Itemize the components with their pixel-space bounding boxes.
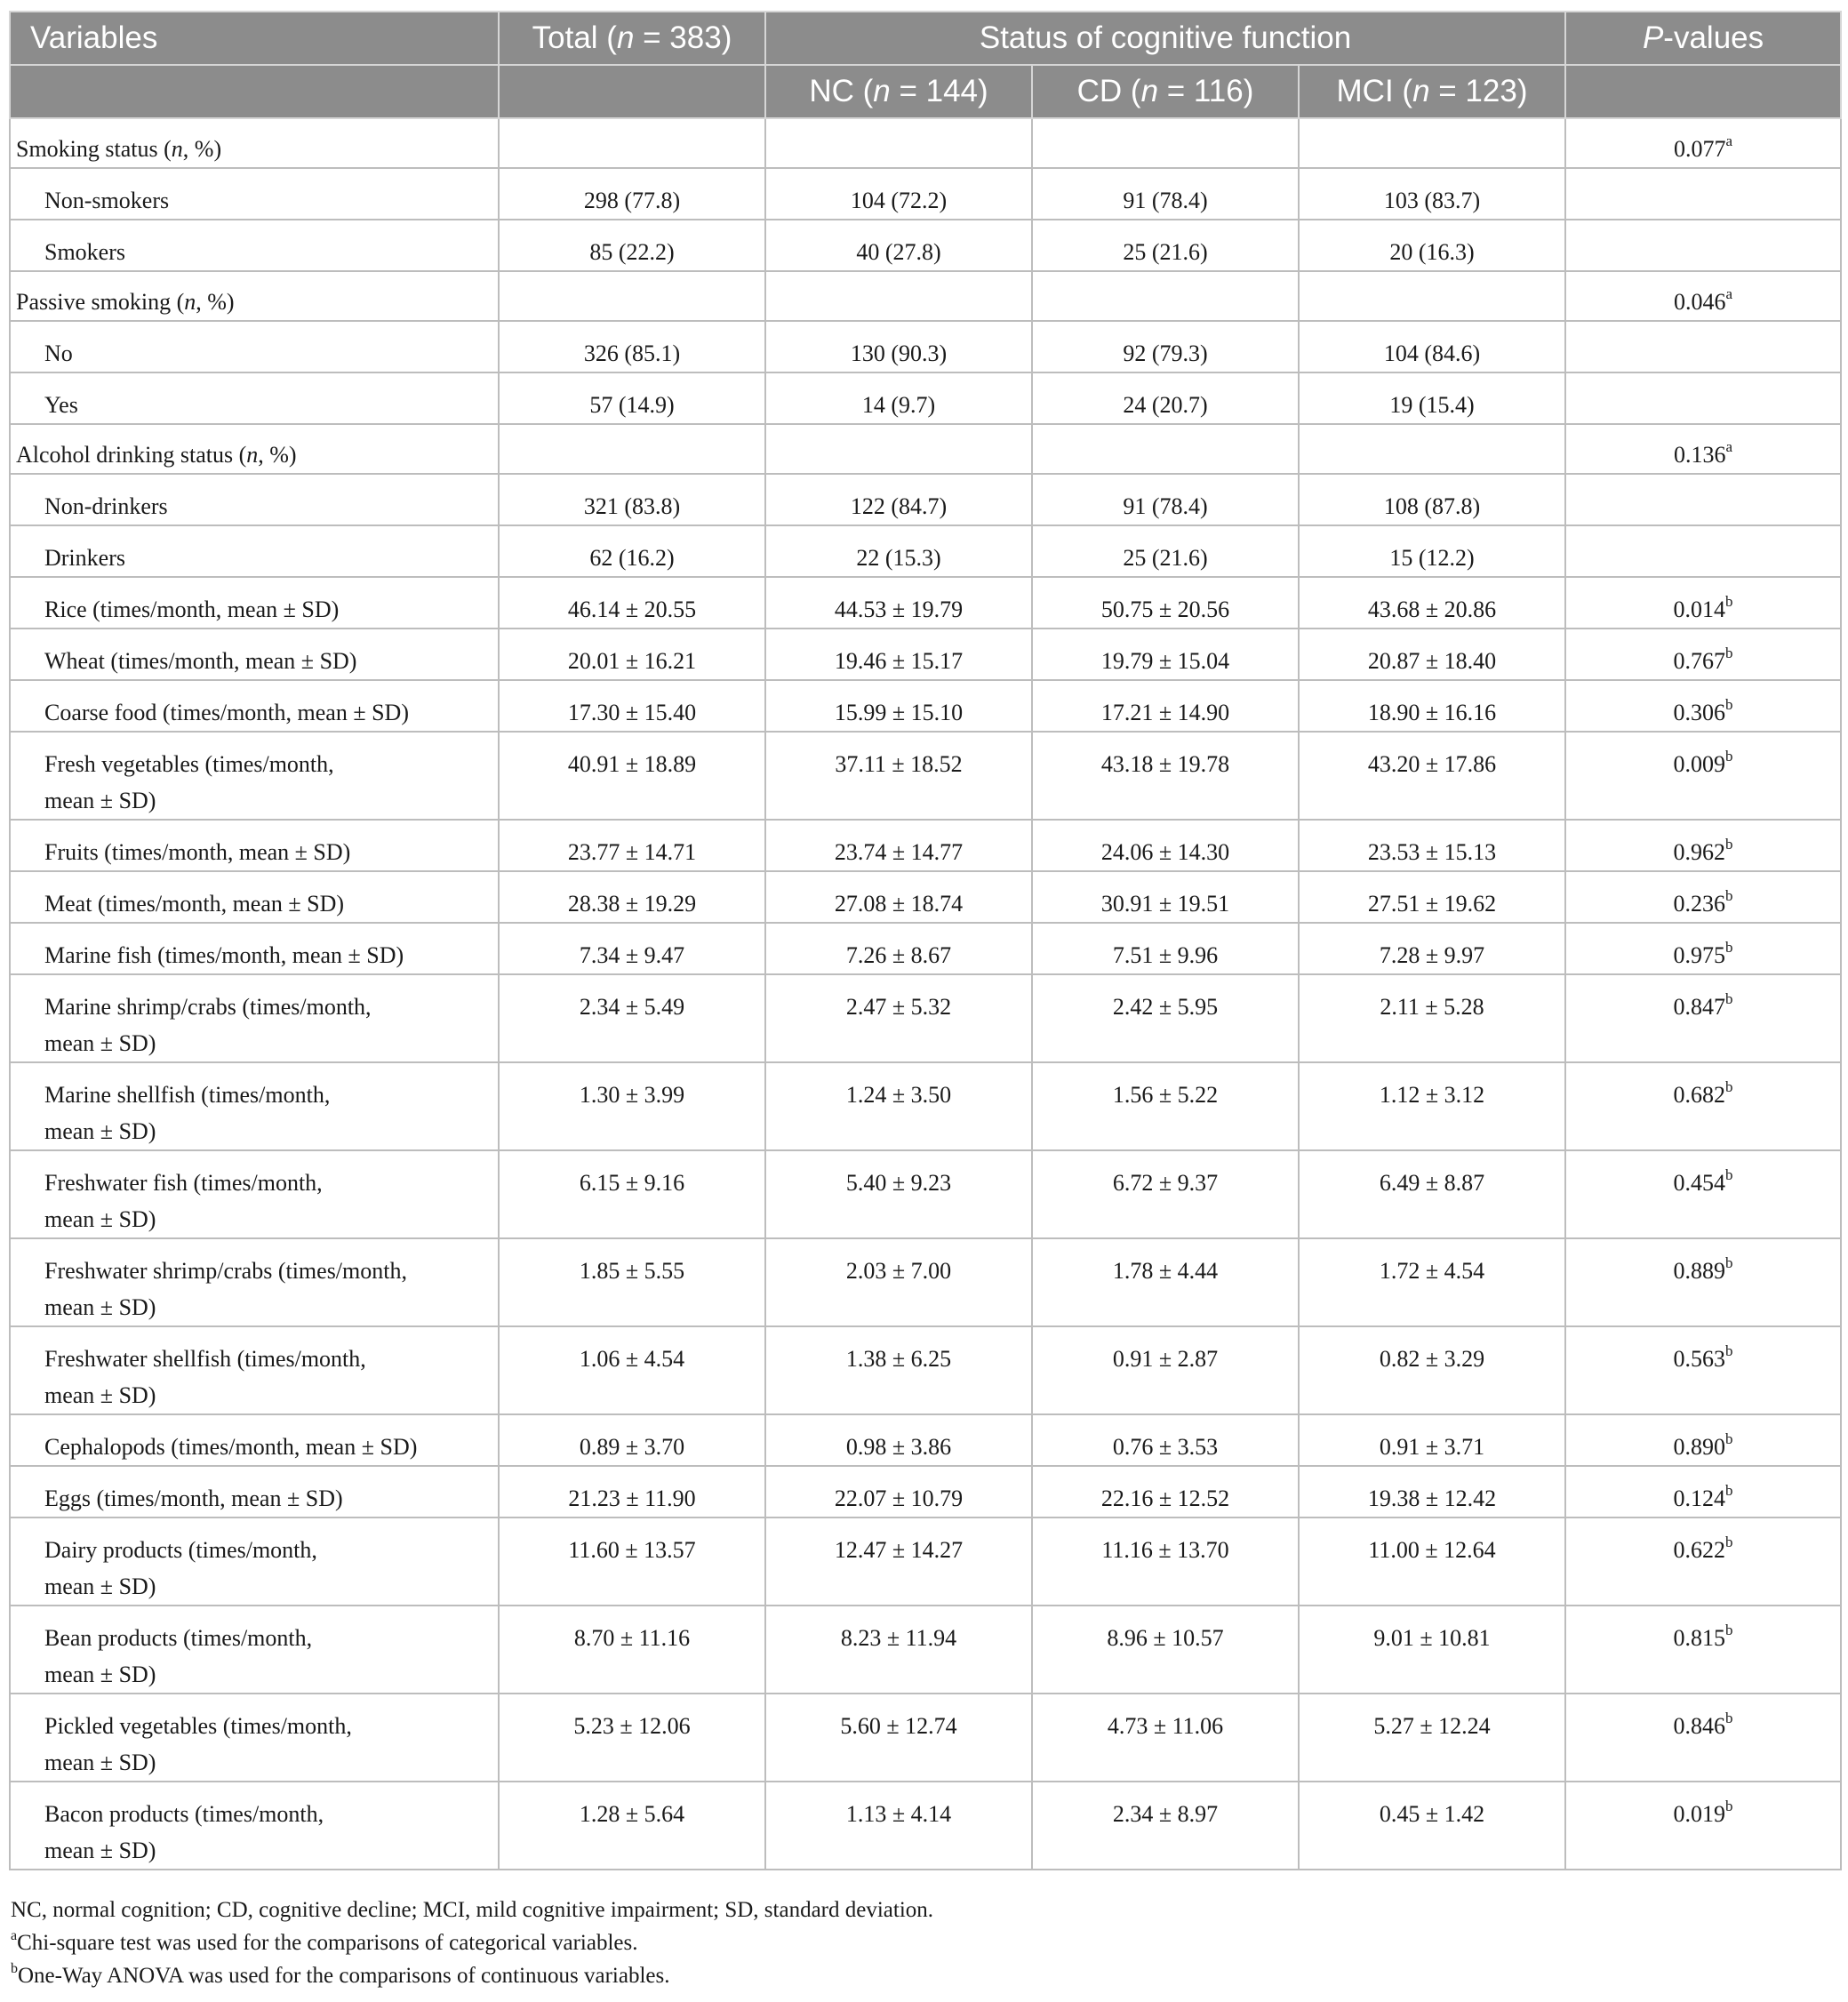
cell-mci: 19.38 ± 12.42	[1299, 1466, 1565, 1518]
row-label-text: Fruits (times/month, mean ± SD)	[44, 839, 351, 865]
row-label	[10, 1466, 499, 1518]
table-row	[10, 1150, 1841, 1238]
cell-nc: 27.08 ± 18.74	[765, 871, 1032, 923]
cell-cd: 22.16 ± 12.52	[1032, 1466, 1299, 1518]
table-row	[10, 577, 1841, 629]
row-label-text-line2: mean ± SD)	[44, 1030, 156, 1056]
cell-cd: 1.56 ± 5.22	[1032, 1062, 1299, 1150]
row-label	[10, 372, 499, 424]
row-label	[10, 474, 499, 525]
cell-mci: 104 (84.6)	[1299, 321, 1565, 372]
footnote-a-text: Chi-square test was used for the comparisons of categorical variables.	[17, 1931, 638, 1955]
row-label-text: Freshwater shellfish (times/month,	[44, 1346, 366, 1372]
cell-total	[499, 118, 765, 168]
table-row	[10, 871, 1841, 923]
cell-nc: 40 (27.8)	[765, 220, 1032, 271]
row-label-text-line2: mean ± SD)	[44, 1294, 156, 1320]
cell-nc: 122 (84.7)	[765, 474, 1032, 525]
pvalue-text: 0.847	[1673, 994, 1726, 1020]
table-row	[10, 1414, 1841, 1466]
cell-nc	[765, 118, 1032, 168]
table-row	[10, 974, 1841, 1062]
cell-pvalue	[1565, 1782, 1841, 1870]
table-row	[10, 271, 1841, 321]
pvalue-text: 0.622	[1673, 1537, 1726, 1563]
cell-total: 1.28 ± 5.64	[499, 1782, 765, 1870]
row-label-text-line2: mean ± SD)	[44, 1750, 156, 1775]
table-row	[10, 1238, 1841, 1326]
pvalue-footnote-mark: b	[1725, 939, 1733, 957]
pvalue-footnote-mark: b	[1725, 1342, 1733, 1360]
cell-nc: 7.26 ± 8.67	[765, 923, 1032, 974]
cell-mci: 43.68 ± 20.86	[1299, 577, 1565, 629]
table-row	[10, 525, 1841, 577]
row-label-text: Eggs (times/month, mean ± SD)	[44, 1485, 343, 1511]
cell-total: 1.06 ± 4.54	[499, 1326, 765, 1414]
footnote-a	[11, 1926, 933, 1959]
pvalue-text: 0.009	[1673, 751, 1726, 777]
header-blank-1	[10, 65, 499, 118]
cell-nc: 15.99 ± 15.10	[765, 680, 1032, 732]
row-label	[10, 923, 499, 974]
row-label	[10, 1150, 499, 1238]
cell-pvalue	[1565, 923, 1841, 974]
header-blank-2	[499, 65, 765, 118]
cell-pvalue	[1565, 372, 1841, 424]
cell-cd: 0.91 ± 2.87	[1032, 1326, 1299, 1414]
header-status: Status of cognitive function	[765, 12, 1565, 65]
cell-mci: 6.49 ± 8.87	[1299, 1150, 1565, 1238]
cell-nc: 0.98 ± 3.86	[765, 1414, 1032, 1466]
cell-nc: 2.47 ± 5.32	[765, 974, 1032, 1062]
pvalue-text: 0.136	[1674, 442, 1726, 468]
cell-cd: 91 (78.4)	[1032, 168, 1299, 220]
cell-nc: 8.23 ± 11.94	[765, 1606, 1032, 1694]
row-label	[10, 220, 499, 271]
row-label-text: Non-smokers	[44, 188, 170, 213]
cell-cd: 2.42 ± 5.95	[1032, 974, 1299, 1062]
cell-nc: 104 (72.2)	[765, 168, 1032, 220]
table-row	[10, 1694, 1841, 1782]
cell-nc: 23.74 ± 14.77	[765, 820, 1032, 871]
header-total: Total (n = 383)	[499, 12, 765, 65]
cell-mci: 11.00 ± 12.64	[1299, 1518, 1565, 1606]
cell-pvalue	[1565, 577, 1841, 629]
cell-pvalue	[1565, 474, 1841, 525]
row-label-text: Bean products (times/month,	[44, 1625, 313, 1651]
cell-cd: 30.91 ± 19.51	[1032, 871, 1299, 923]
row-label-text-line2: mean ± SD)	[44, 1206, 156, 1232]
cell-total: 23.77 ± 14.71	[499, 820, 765, 871]
cell-cd: 11.16 ± 13.70	[1032, 1518, 1299, 1606]
row-label-text: Drinkers	[44, 545, 125, 571]
cell-total: 6.15 ± 9.16	[499, 1150, 765, 1238]
cell-pvalue	[1565, 321, 1841, 372]
row-label-text: Wheat (times/month, mean ± SD)	[44, 648, 357, 674]
pvalue-footnote-mark: a	[1725, 285, 1733, 303]
row-label	[10, 1694, 499, 1782]
row-label-text-line2: mean ± SD)	[44, 788, 156, 813]
pvalue-footnote-mark: b	[1725, 1482, 1733, 1500]
pvalue-text: 0.890	[1673, 1434, 1726, 1460]
table-container	[9, 11, 1840, 1870]
cell-pvalue	[1565, 118, 1841, 168]
row-label-text-line2: mean ± SD)	[44, 1382, 156, 1408]
cell-cd: 25 (21.6)	[1032, 525, 1299, 577]
footnote-b	[11, 1959, 933, 1992]
table-row	[10, 820, 1841, 871]
cell-mci: 23.53 ± 15.13	[1299, 820, 1565, 871]
table-body	[10, 118, 1841, 1870]
cell-cd: 24 (20.7)	[1032, 372, 1299, 424]
cell-nc: 14 (9.7)	[765, 372, 1032, 424]
cell-cd: 92 (79.3)	[1032, 321, 1299, 372]
pvalue-footnote-mark: b	[1725, 1534, 1733, 1551]
cell-cd: 25 (21.6)	[1032, 220, 1299, 271]
cell-cd: 0.76 ± 3.53	[1032, 1414, 1299, 1466]
cell-mci: 0.91 ± 3.71	[1299, 1414, 1565, 1466]
footnote-b-text: One-Way ANOVA was used for the comparisons of continuous variables.	[18, 1964, 670, 1988]
row-label-text: Bacon products (times/month,	[44, 1801, 324, 1827]
cell-total	[499, 424, 765, 474]
cell-pvalue	[1565, 168, 1841, 220]
cell-pvalue	[1565, 1062, 1841, 1150]
header-mci: MCI (n = 123)	[1299, 65, 1565, 118]
cell-mci: 9.01 ± 10.81	[1299, 1606, 1565, 1694]
cell-total: 321 (83.8)	[499, 474, 765, 525]
row-label	[10, 1326, 499, 1414]
row-label-text: Meat (times/month, mean ± SD)	[44, 891, 345, 917]
header-pvalues: P-values	[1565, 12, 1841, 65]
cell-nc: 5.40 ± 9.23	[765, 1150, 1032, 1238]
row-label-text-line2: mean ± SD)	[44, 1662, 156, 1687]
cell-cd: 91 (78.4)	[1032, 474, 1299, 525]
pvalue-footnote-mark: b	[1725, 1254, 1733, 1272]
cell-nc: 130 (90.3)	[765, 321, 1032, 372]
pvalue-text: 0.846	[1673, 1713, 1726, 1739]
cell-cd: 2.34 ± 8.97	[1032, 1782, 1299, 1870]
cell-mci: 18.90 ± 16.16	[1299, 680, 1565, 732]
cell-cd	[1032, 424, 1299, 474]
row-label	[10, 271, 499, 321]
row-label-text: Fresh vegetables (times/month,	[44, 751, 334, 777]
pvalue-text: 0.306	[1673, 700, 1726, 725]
cell-total: 20.01 ± 16.21	[499, 629, 765, 680]
header-blank-3	[1565, 65, 1841, 118]
table-row	[10, 220, 1841, 271]
table-row	[10, 424, 1841, 474]
pvalue-text: 0.077	[1674, 136, 1726, 162]
cell-nc: 1.38 ± 6.25	[765, 1326, 1032, 1414]
pvalue-text: 0.236	[1673, 891, 1726, 917]
header-cd: CD (n = 116)	[1032, 65, 1299, 118]
cell-pvalue	[1565, 424, 1841, 474]
pvalue-footnote-mark: a	[1725, 132, 1733, 150]
pvalue-footnote-mark: b	[1725, 1622, 1733, 1639]
cell-mci: 0.45 ± 1.42	[1299, 1782, 1565, 1870]
cell-pvalue	[1565, 220, 1841, 271]
cell-cd: 19.79 ± 15.04	[1032, 629, 1299, 680]
row-label-text: Cephalopods (times/month, mean ± SD)	[44, 1434, 418, 1460]
table-row	[10, 1606, 1841, 1694]
cell-cd	[1032, 118, 1299, 168]
cell-total: 326 (85.1)	[499, 321, 765, 372]
cell-total: 57 (14.9)	[499, 372, 765, 424]
cell-cd: 1.78 ± 4.44	[1032, 1238, 1299, 1326]
row-label-text: Coarse food (times/month, mean ± SD)	[44, 700, 409, 725]
cell-cd: 17.21 ± 14.90	[1032, 680, 1299, 732]
pvalue-footnote-mark: b	[1725, 887, 1733, 905]
row-label	[10, 1518, 499, 1606]
table-row	[10, 732, 1841, 820]
row-label	[10, 525, 499, 577]
cell-mci: 103 (83.7)	[1299, 168, 1565, 220]
row-label-text: Alcohol drinking status (n, %)	[16, 442, 297, 468]
cell-mci	[1299, 271, 1565, 321]
pvalue-footnote-mark: b	[1725, 593, 1733, 611]
cell-total: 28.38 ± 19.29	[499, 871, 765, 923]
cell-total: 0.89 ± 3.70	[499, 1414, 765, 1466]
pvalue-text: 0.767	[1673, 648, 1726, 674]
pvalue-text: 0.019	[1673, 1801, 1726, 1827]
cell-total: 298 (77.8)	[499, 168, 765, 220]
row-label	[10, 1062, 499, 1150]
cell-nc	[765, 424, 1032, 474]
row-label	[10, 629, 499, 680]
table-row	[10, 372, 1841, 424]
cell-total	[499, 271, 765, 321]
row-label-text: No	[44, 340, 73, 366]
cell-pvalue	[1565, 974, 1841, 1062]
table-row	[10, 1518, 1841, 1606]
footnotes	[11, 1894, 933, 1992]
table-row	[10, 321, 1841, 372]
header-nc: NC (n = 144)	[765, 65, 1032, 118]
row-label-text: Marine fish (times/month, mean ± SD)	[44, 942, 404, 968]
cell-total: 5.23 ± 12.06	[499, 1694, 765, 1782]
footnote-b-mark: b	[11, 1960, 18, 1976]
cell-pvalue	[1565, 1326, 1841, 1414]
pvalue-text: 0.046	[1674, 289, 1726, 315]
cell-nc: 12.47 ± 14.27	[765, 1518, 1032, 1606]
pvalue-text: 0.682	[1673, 1082, 1726, 1108]
cell-total: 2.34 ± 5.49	[499, 974, 765, 1062]
cell-total: 1.85 ± 5.55	[499, 1238, 765, 1326]
row-label	[10, 732, 499, 820]
footnote-abbreviations: NC, normal cognition; CD, cognitive decline; MCI, mild cognitive impairment; SD, standard deviation.	[11, 1898, 934, 1922]
cell-nc: 1.13 ± 4.14	[765, 1782, 1032, 1870]
cell-pvalue	[1565, 271, 1841, 321]
row-label	[10, 321, 499, 372]
row-label-text: Freshwater fish (times/month,	[44, 1170, 323, 1196]
cell-pvalue	[1565, 1694, 1841, 1782]
cell-cd: 24.06 ± 14.30	[1032, 820, 1299, 871]
cell-cd	[1032, 271, 1299, 321]
cell-mci: 1.72 ± 4.54	[1299, 1238, 1565, 1326]
cell-pvalue	[1565, 732, 1841, 820]
pvalue-footnote-mark: a	[1725, 438, 1733, 456]
cell-mci: 15 (12.2)	[1299, 525, 1565, 577]
cell-nc: 22.07 ± 10.79	[765, 1466, 1032, 1518]
table-row	[10, 1466, 1841, 1518]
cell-cd: 50.75 ± 20.56	[1032, 577, 1299, 629]
cell-mci	[1299, 118, 1565, 168]
pvalue-text: 0.454	[1673, 1170, 1726, 1196]
cell-pvalue	[1565, 1238, 1841, 1326]
cell-nc: 37.11 ± 18.52	[765, 732, 1032, 820]
cell-cd: 4.73 ± 11.06	[1032, 1694, 1299, 1782]
pvalue-text: 0.889	[1673, 1258, 1726, 1284]
cell-total: 62 (16.2)	[499, 525, 765, 577]
table-row	[10, 680, 1841, 732]
row-label-text: Smokers	[44, 239, 125, 265]
pvalue-footnote-mark: b	[1725, 1078, 1733, 1096]
row-label-text: Pickled vegetables (times/month,	[44, 1713, 352, 1739]
row-label-text: Marine shellfish (times/month,	[44, 1082, 331, 1108]
header-row-2	[10, 65, 1841, 118]
row-label-text: Yes	[44, 392, 78, 418]
cell-pvalue	[1565, 1414, 1841, 1466]
row-label-text: Rice (times/month, mean ± SD)	[44, 597, 340, 622]
cell-pvalue	[1565, 1150, 1841, 1238]
pvalue-footnote-mark: b	[1725, 1166, 1733, 1184]
row-label-text-line2: mean ± SD)	[44, 1118, 156, 1144]
pvalue-text: 0.815	[1673, 1625, 1726, 1651]
table-row	[10, 118, 1841, 168]
table-row	[10, 168, 1841, 220]
pvalue-footnote-mark: b	[1725, 696, 1733, 714]
cell-pvalue	[1565, 871, 1841, 923]
table-row	[10, 474, 1841, 525]
row-label	[10, 1606, 499, 1694]
cell-total: 85 (22.2)	[499, 220, 765, 271]
cell-mci	[1299, 424, 1565, 474]
cell-pvalue	[1565, 820, 1841, 871]
pvalue-text: 0.563	[1673, 1346, 1726, 1372]
row-label	[10, 1414, 499, 1466]
table-row	[10, 629, 1841, 680]
cell-mci: 5.27 ± 12.24	[1299, 1694, 1565, 1782]
cell-mci: 108 (87.8)	[1299, 474, 1565, 525]
cell-pvalue	[1565, 629, 1841, 680]
cell-nc	[765, 271, 1032, 321]
cell-mci: 7.28 ± 9.97	[1299, 923, 1565, 974]
cell-total: 8.70 ± 11.16	[499, 1606, 765, 1694]
pvalue-text: 0.124	[1673, 1485, 1726, 1511]
cell-total: 1.30 ± 3.99	[499, 1062, 765, 1150]
pvalue-text: 0.962	[1673, 839, 1726, 865]
pvalue-footnote-mark: b	[1725, 1710, 1733, 1727]
header-row-1	[10, 12, 1841, 65]
row-label	[10, 974, 499, 1062]
cell-nc: 5.60 ± 12.74	[765, 1694, 1032, 1782]
cell-pvalue	[1565, 1466, 1841, 1518]
cell-nc: 2.03 ± 7.00	[765, 1238, 1032, 1326]
cell-total: 40.91 ± 18.89	[499, 732, 765, 820]
cell-mci: 43.20 ± 17.86	[1299, 732, 1565, 820]
cell-pvalue	[1565, 680, 1841, 732]
cell-total: 7.34 ± 9.47	[499, 923, 765, 974]
cell-pvalue	[1565, 525, 1841, 577]
pvalue-footnote-mark: b	[1725, 990, 1733, 1008]
pvalue-footnote-mark: b	[1725, 836, 1733, 853]
row-label	[10, 1782, 499, 1870]
row-label	[10, 680, 499, 732]
row-label	[10, 424, 499, 474]
row-label	[10, 871, 499, 923]
pvalue-footnote-mark: b	[1725, 1798, 1733, 1815]
cell-mci: 27.51 ± 19.62	[1299, 871, 1565, 923]
row-label-text: Passive smoking (n, %)	[16, 289, 235, 315]
footnote-a-mark: a	[11, 1927, 18, 1943]
cell-mci: 1.12 ± 3.12	[1299, 1062, 1565, 1150]
cell-total: 17.30 ± 15.40	[499, 680, 765, 732]
pvalue-text: 0.975	[1673, 942, 1726, 968]
row-label	[10, 1238, 499, 1326]
table-row	[10, 1782, 1841, 1870]
cell-total: 46.14 ± 20.55	[499, 577, 765, 629]
cell-mci: 20 (16.3)	[1299, 220, 1565, 271]
row-label-text: Non-drinkers	[44, 493, 168, 519]
cell-cd: 43.18 ± 19.78	[1032, 732, 1299, 820]
row-label-text-line2: mean ± SD)	[44, 1838, 156, 1863]
cell-pvalue	[1565, 1606, 1841, 1694]
cell-total: 11.60 ± 13.57	[499, 1518, 765, 1606]
cell-pvalue	[1565, 1518, 1841, 1606]
pvalue-footnote-mark: b	[1725, 645, 1733, 662]
pvalue-text: 0.014	[1673, 597, 1726, 622]
pvalue-footnote-mark: b	[1725, 748, 1733, 765]
cell-cd: 6.72 ± 9.37	[1032, 1150, 1299, 1238]
table-row	[10, 1326, 1841, 1414]
row-label-text: Smoking status (n, %)	[16, 136, 222, 162]
row-label-text: Dairy products (times/month,	[44, 1537, 317, 1563]
pvalue-footnote-mark: b	[1725, 1430, 1733, 1448]
data-table	[9, 11, 1842, 1870]
cell-cd: 7.51 ± 9.96	[1032, 923, 1299, 974]
cell-mci: 2.11 ± 5.28	[1299, 974, 1565, 1062]
row-label	[10, 577, 499, 629]
row-label	[10, 118, 499, 168]
header-variables: Variables	[10, 12, 499, 65]
cell-mci: 0.82 ± 3.29	[1299, 1326, 1565, 1414]
cell-nc: 19.46 ± 15.17	[765, 629, 1032, 680]
row-label-text: Freshwater shrimp/crabs (times/month,	[44, 1258, 407, 1284]
cell-cd: 8.96 ± 10.57	[1032, 1606, 1299, 1694]
table-row	[10, 923, 1841, 974]
cell-mci: 19 (15.4)	[1299, 372, 1565, 424]
cell-total: 21.23 ± 11.90	[499, 1466, 765, 1518]
row-label-text: Marine shrimp/crabs (times/month,	[44, 994, 372, 1020]
cell-nc: 44.53 ± 19.79	[765, 577, 1032, 629]
row-label	[10, 820, 499, 871]
cell-nc: 22 (15.3)	[765, 525, 1032, 577]
row-label-text-line2: mean ± SD)	[44, 1574, 156, 1599]
cell-nc: 1.24 ± 3.50	[765, 1062, 1032, 1150]
cell-mci: 20.87 ± 18.40	[1299, 629, 1565, 680]
row-label	[10, 168, 499, 220]
table-row	[10, 1062, 1841, 1150]
